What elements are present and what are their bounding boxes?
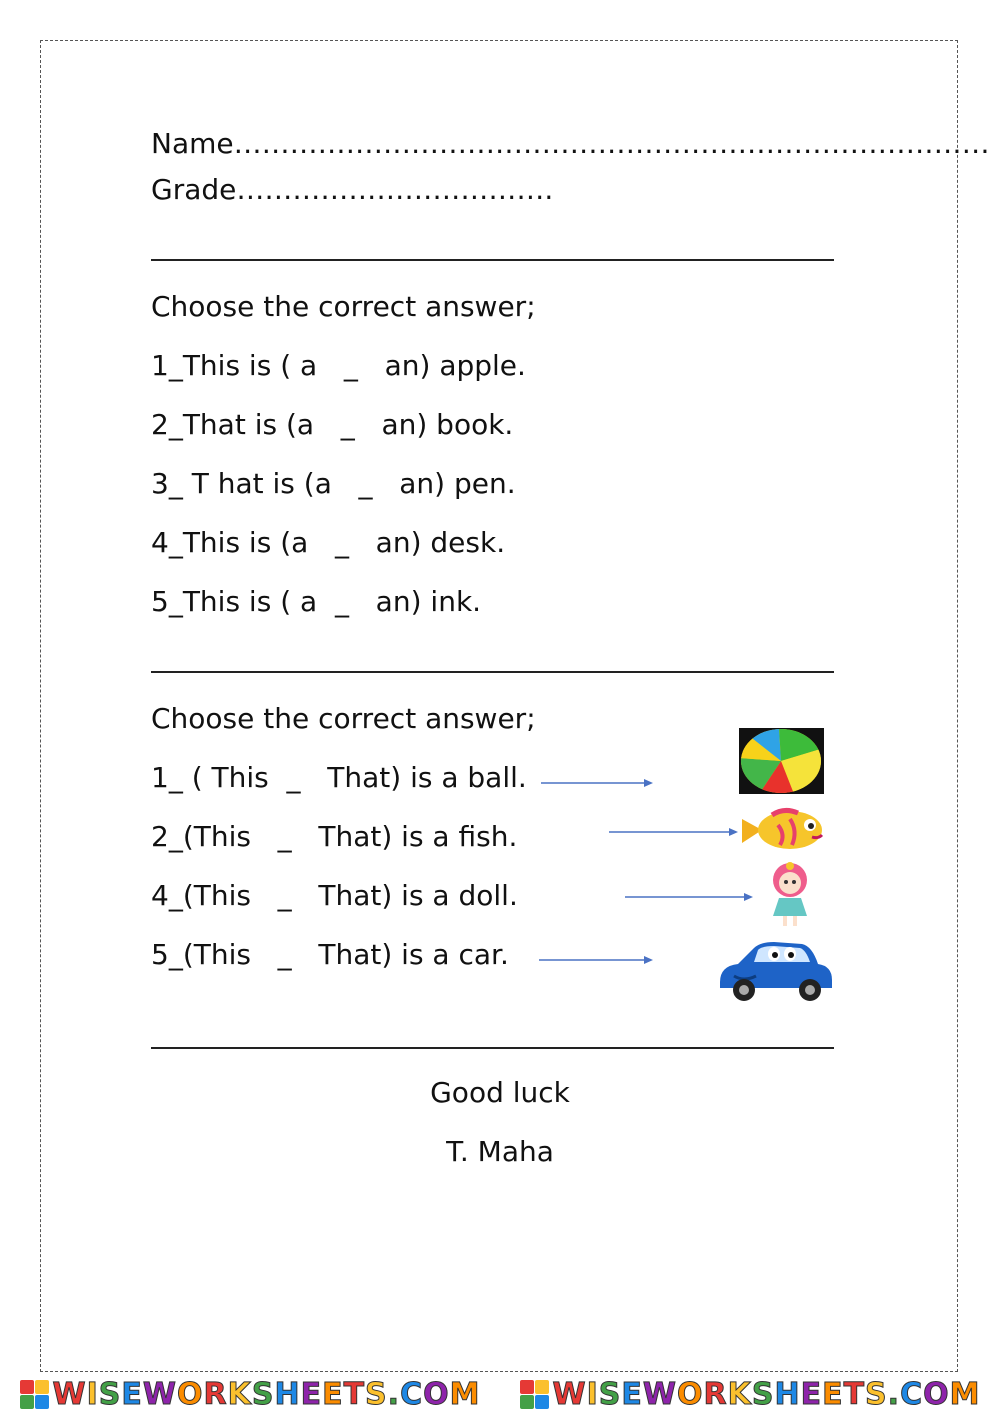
divider-top bbox=[151, 259, 834, 261]
section1-question-1: 1_This is ( a _ an) apple. bbox=[151, 349, 526, 382]
doll-image bbox=[759, 860, 821, 930]
brand-right bbox=[520, 1377, 981, 1412]
grade-field-label: Grade……………………………. bbox=[151, 173, 554, 206]
section1-question-5: 5_This is ( a _ an) ink. bbox=[151, 585, 482, 618]
arrow-right-icon bbox=[625, 891, 753, 903]
footer-watermark bbox=[0, 1376, 1000, 1413]
car-image bbox=[714, 936, 835, 1004]
brand-text-left: WISEWORKSHEETS.COM bbox=[52, 1377, 481, 1412]
section2-instruction: Choose the correct answer; bbox=[151, 702, 536, 735]
section2-question-4: 5_(This _ That) is a car. bbox=[151, 938, 509, 971]
section1-instruction: Choose the correct answer; bbox=[151, 290, 536, 323]
good-luck-text: Good luck bbox=[430, 1076, 570, 1109]
section2-question-2: 2_(This _ That) is a fish. bbox=[151, 820, 518, 853]
brand-logo-icon bbox=[520, 1380, 549, 1409]
arrow-right-icon bbox=[541, 777, 653, 789]
divider-middle bbox=[151, 671, 834, 673]
section2-question-1: 1_ ( This _ That) is a ball. bbox=[151, 761, 527, 794]
brand-logo-icon bbox=[20, 1380, 49, 1409]
section2-question-3: 4_(This _ That) is a doll. bbox=[151, 879, 518, 912]
brand-text-right: WISEWORKSHEETS.COM bbox=[552, 1377, 981, 1412]
arrow-right-icon bbox=[609, 826, 738, 838]
section1-question-4: 4_This is (a _ an) desk. bbox=[151, 526, 506, 559]
fish-image bbox=[740, 805, 826, 855]
teacher-signature: T. Maha bbox=[446, 1135, 554, 1168]
divider-bottom bbox=[151, 1047, 834, 1049]
brand-left bbox=[20, 1377, 481, 1412]
name-field-label: Name……………………………………………………………………… bbox=[151, 127, 990, 160]
ball-image bbox=[739, 728, 824, 794]
section1-question-3: 3_ T hat is (a _ an) pen. bbox=[151, 467, 516, 500]
section1-question-2: 2_That is (a _ an) book. bbox=[151, 408, 514, 441]
arrow-right-icon bbox=[539, 954, 653, 966]
